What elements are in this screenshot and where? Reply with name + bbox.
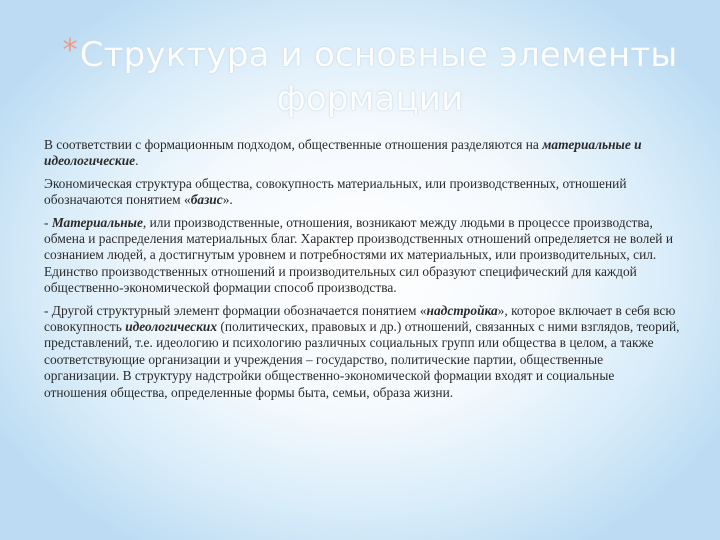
paragraph-text: -: [44, 214, 52, 230]
emphasized-term: надстройка: [426, 302, 498, 318]
paragraph: [44, 176, 680, 209]
title-star-bullet: *: [62, 33, 78, 68]
emphasized-term: базис: [190, 192, 223, 208]
slide-body: [44, 137, 680, 407]
paragraph: [44, 215, 680, 297]
emphasized-term: идеологических: [125, 319, 218, 335]
paragraph-text: », которое включает в себя всю совокупность: [44, 302, 676, 335]
paragraph-text: .: [135, 153, 139, 169]
paragraph-text: (политических, правовых и др.) отношений, связанных с ними взглядов, теорий, представлений, т.е. идеологию и психологию различных социальных групп или общества в целом, а также соответствующие организации и учреждения – государство, политические партии, общественные организации. В структуру надстройки общественно-экономической формации входят и социальные отношения общества, определенные формы быта, семьи, образа жизни.: [44, 319, 680, 400]
slide-title: [60, 34, 680, 120]
paragraph: [44, 303, 680, 401]
paragraph-text: , или производственные, отношения, возникают между людьми в процессе производства, обмена и распределения материальных благ. Характер производственных отношений определяется не волей и сознанием людей, а достигнутым уровнем и потребностями их материальных, или производительных, сил. Единство производственных отношений и производительных сил образуют специфический для каждой общественно-экономической формации способ производства.: [44, 214, 673, 296]
paragraph-text: В соответствии с формационным подходом, общественные отношения разделяются на: [44, 137, 543, 152]
paragraph-text: ».: [222, 192, 233, 208]
emphasized-term: материальные и идеологические: [44, 137, 642, 169]
title-text: Структура и основные элементы формации: [79, 35, 678, 119]
emphasized-term: Материальные: [51, 214, 143, 230]
paragraph: [44, 137, 680, 170]
paragraph-text: - Другой структурный элемент формации обозначается понятием «: [44, 302, 427, 318]
paragraph-text: Экономическая структура общества, совокупность материальных, или производственных, отношений обозначаются понятием «: [44, 175, 627, 208]
